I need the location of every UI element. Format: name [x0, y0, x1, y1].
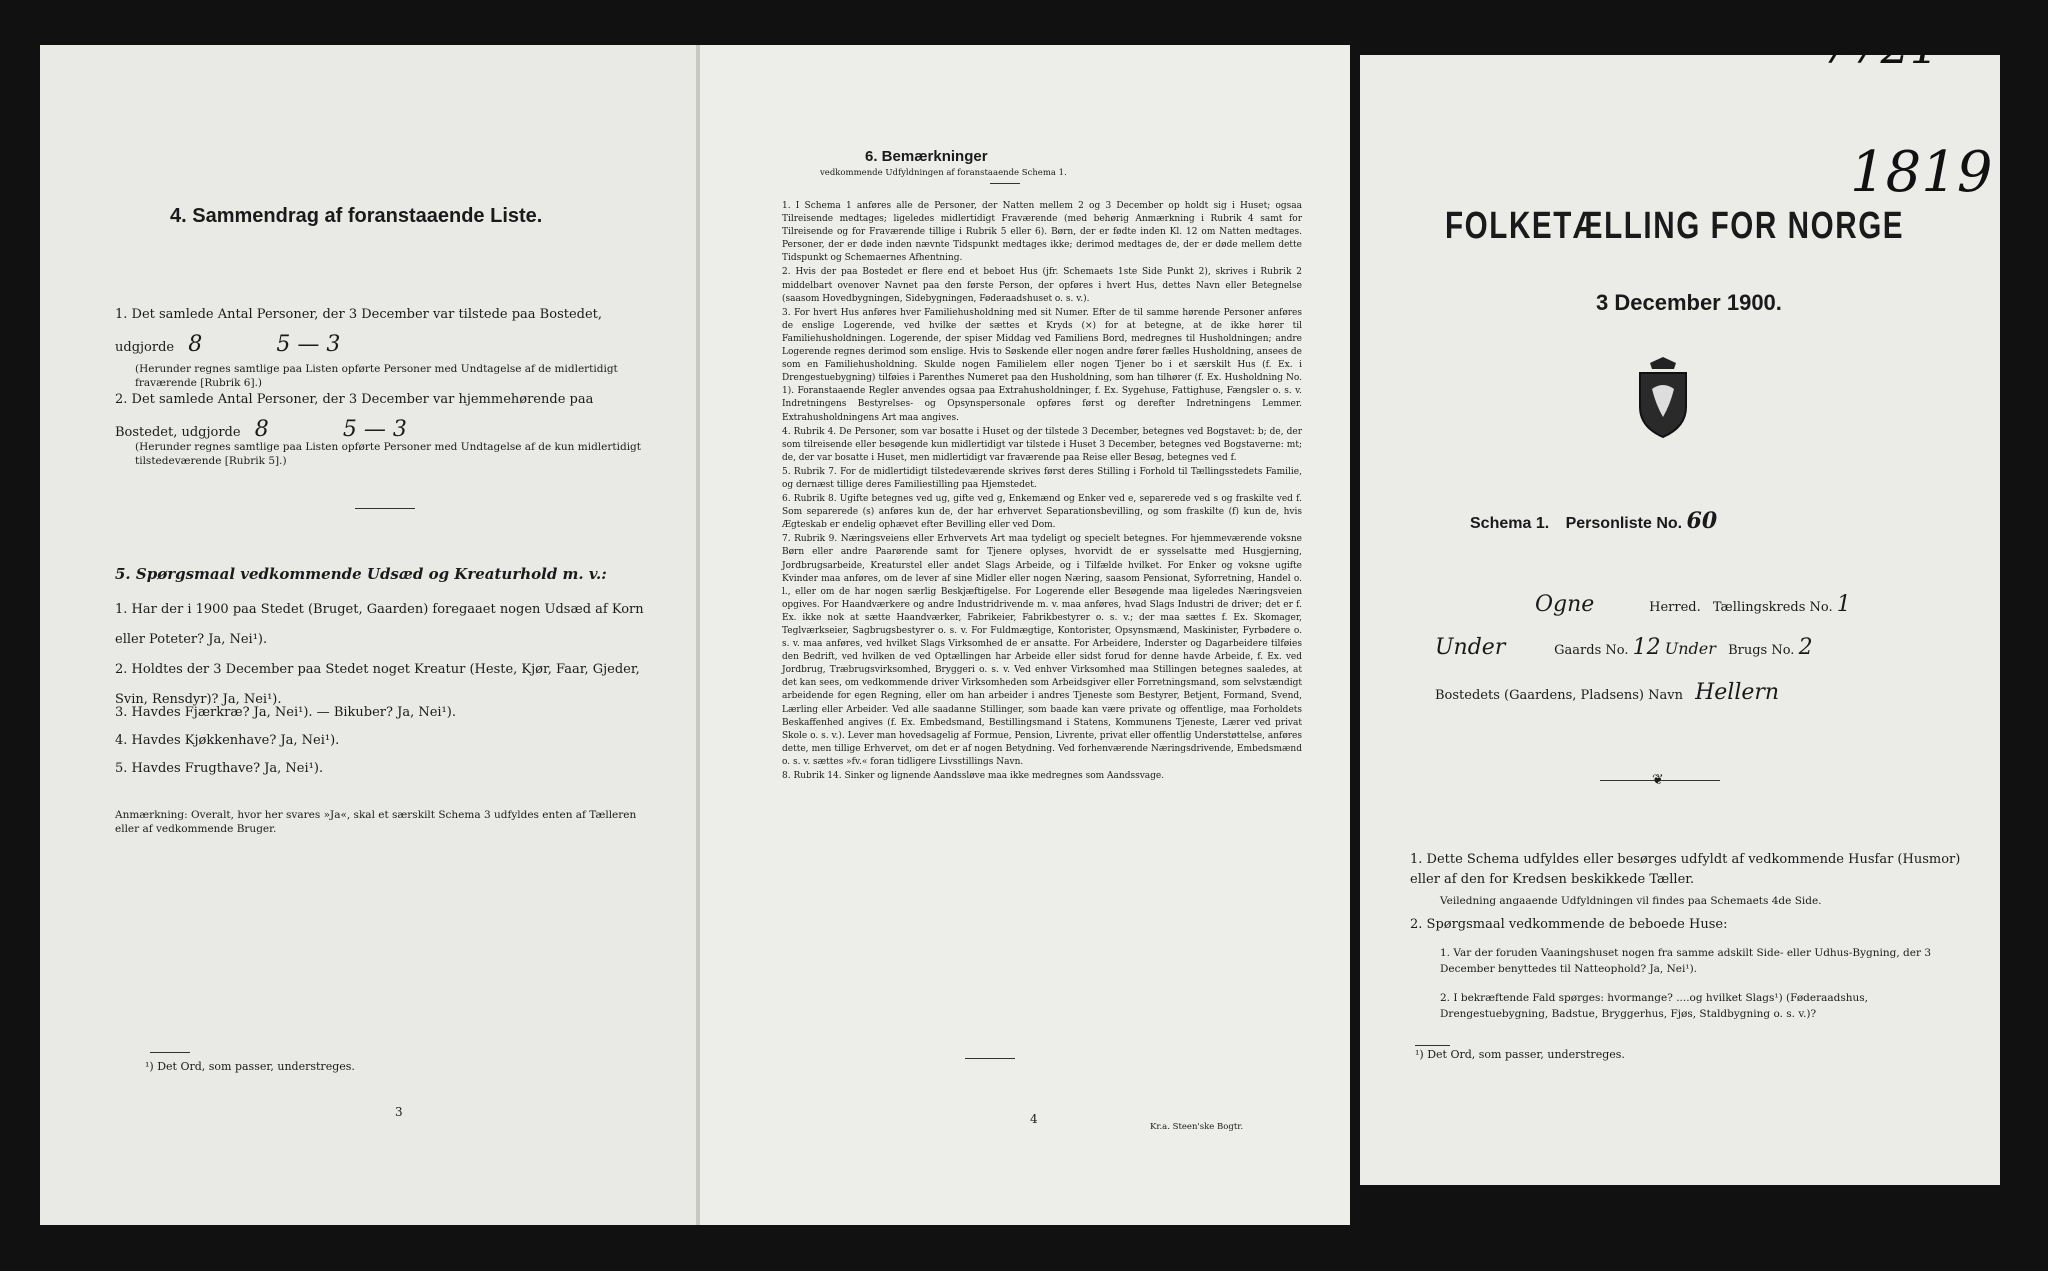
- item2-total: 8: [254, 417, 269, 442]
- item1-breakdown: 5 — 3: [276, 332, 341, 357]
- schema-line: Schema 1. Personliste No. 60: [1470, 508, 1718, 534]
- item1-note: (Herunder regnes samtlige paa Listen opførte Personer med Undtagelse af de midlertidigt fraværende [Rubrik 6].): [135, 363, 618, 389]
- personliste-number: 60: [1686, 508, 1718, 534]
- instruction-2-q2: 2. I bekræftende Fald spørges: hvormange? ....og hvilket Slags¹) (Føderaadshus, Drengestuebygning, Badstue, Bryggerhus, Fjøs, Staldbygning o. s. v.)?: [1440, 992, 1869, 1020]
- printer-note: Kr.a. Steen'ske Bogtr.: [1150, 1122, 1244, 1132]
- census-date: 3 December 1900.: [1596, 290, 1782, 315]
- instruction-1-note: Veiledning angaaende Udfyldningen vil findes paa Schemaets 4de Side.: [1440, 895, 1822, 907]
- remark-item: 5. Rubrik 7. For de midlertidigt tilstedeværende skrives først deres Stilling i Forhold til Tællingsstedets Familie, og dernæst tillige deres Familiestilling paa Hjemstedet.: [782, 466, 1302, 490]
- remark-item: 3. For hvert Hus anføres hver Familiehusholdning med sit Numer. Efter de til samme hørende Personer anføres de enslige Logerende, ved hvilke der sættes et Kryds (×) for at betegne, at de ikke hører til Familiehusholdningen. Logerende, der spiser Middag ved Familiens Bord, medregnes til Husholdningen; andre Logerende regnes derimod som enslige. Hvis to Søskende eller nogen andre fører fælles Husholdning, ansees de som en Familiehusholdning. Skulde nogen Familielem eller nogen Tjener bo i et særskilt Hus (f. Ex. i Drengestuebygning) tilføies i Parenthes Numeret paa den Husholdning, som han tilhører (f. Ex. Husholdning No. 1). Foranstaaende Regler anvendes ogsaa paa Extrahusholdninger, f. Ex. Sygehuse, Fattighuse, Fængsler o. s. v. Indretningens Bestyrelses- og Opsynspersonale opføres først og derefter Indretningens Lemmer. Extrahusholdningens Art maa angives.: [782, 307, 1302, 423]
- instruction-2-q1: 1. Var der foruden Vaaningshuset nogen fra samme adskilt Side- eller Udhus-Bygning, der 3 December benyttedes til Natteophold? Ja, Nei¹).: [1440, 947, 1931, 975]
- item2-breakdown: 5 — 3: [342, 417, 407, 442]
- herred-value: Ogne: [1535, 592, 1595, 617]
- page-number-4: 4: [1030, 1112, 1038, 1126]
- herred-line: Ogne Herred. Tællingskreds No. 1: [1435, 592, 1851, 617]
- question-1: 1. Har der i 1900 paa Stedet (Bruget, Gaarden) foregaaet nogen Udsæd af Korn eller Poteter? Ja, Nei¹).: [115, 602, 644, 647]
- bosted-value: Hellern: [1695, 680, 1780, 705]
- document-title: FOLKETÆLLING FOR NORGE: [1445, 205, 1905, 247]
- footnote-rule: [1415, 1045, 1450, 1046]
- ornament-icon: ❦: [1652, 772, 1664, 788]
- instruction-1: 1. Dette Schema udfyldes eller besørges udfyldt af vedkommende Husfar (Husmor) eller af den for Kredsen beskikkede Tæller.: [1410, 852, 1961, 887]
- section-4-title: 4. Sammendrag af foranstaaende Liste.: [170, 205, 543, 227]
- divider: [965, 1058, 1015, 1059]
- section-5-title: 5. Spørgsmaal vedkommende Udsæd og Kreaturhold m. v.:: [115, 565, 607, 583]
- question-3: 3. Havdes Fjærkræ? Ja, Nei¹). — Bikuber? Ja, Nei¹).: [115, 705, 456, 720]
- remark-item: 2. Hvis der paa Bostedet er flere end et beboet Hus (jfr. Schemaets 1ste Side Punkt 2), skrives i Rubrik 2 middelbart ovenover Navnet paa den første Person, der opføres i hvert Hus, dettes Navn eller Betegnelse (saasom Hovedbygningen, Sidebygningen, Føderaadshuset o. s. v.).: [782, 267, 1302, 304]
- section-6-title: 6. Bemærkninger: [865, 148, 988, 165]
- remark-item: 1. I Schema 1 anføres alle de Personer, der Natten mellem 2 og 3 December op holdt sig i Huset; ogsaa Tilreisende medtages; ligeledes midlertidigt Fraværende (med behørig Anmærkning i Rubrik 4 samt for Tilreisende og for Fraværende tillige i Rubrik 5 eller 6). Børn, der er fødte inden Kl. 12 om Natten medtages. Personer, der er døde inden nævnte Tidspunkt medtages ikke; derimod medtages de, der er døde mellem dette Tidspunkt og Schemaernes Afhentning.: [782, 201, 1302, 264]
- gaards-value: 12: [1632, 635, 1661, 660]
- question-5: 5. Havdes Frugthave? Ja, Nei¹).: [115, 761, 324, 776]
- remark-item: 6. Rubrik 8. Ugifte betegnes ved ug, gifte ved g, Enkemænd og Enker ved e, separerede ved s og fraskilte ved f. Som separerede (s) anføres kun de, der har erhvervet Separationsbevilling, og som fraskilte (f) kun de, hvis Ægteskab er endelig ophævet efter Bevilling eller ved Dom.: [782, 494, 1302, 531]
- brugs-value: 2: [1798, 635, 1813, 660]
- question-2: 2. Holdtes der 3 December paa Stedet noget Kreatur (Heste, Kjør, Faar, Gjeder, Svin, Rensdyr)? Ja, Nei¹).: [115, 662, 640, 707]
- footnote-page1: ¹) Det Ord, som passer, understreges.: [1415, 1048, 1625, 1061]
- kreds-value: 1: [1836, 592, 1851, 617]
- archive-number-1: 7721: [1822, 20, 1940, 74]
- footnote: ¹) Det Ord, som passer, understreges.: [145, 1060, 355, 1073]
- bosted-line: Bostedets (Gaardens, Pladsens) Navn Hellern: [1435, 680, 1780, 705]
- remark-item: 8. Rubrik 14. Sinker og lignende Aandssløve maa ikke medregnes som Aandssvage.: [782, 771, 1165, 782]
- summary-item-1: 1. Det samlede Antal Personer, der 3 December var tilstede paa Bostedet, udgjorde 8 5 — 3: [115, 307, 603, 357]
- divider: [355, 508, 415, 509]
- summary-item-2: 2. Det samlede Antal Personer, der 3 December var hjemmehørende paa Bostedet, udgjorde 8 5 — 3: [115, 392, 594, 442]
- gaards-prefix: Under: [1435, 635, 1506, 660]
- coat-of-arms-icon: [1630, 355, 1696, 441]
- remark-item: 7. Rubrik 9. Næringsveiens eller Erhvervets Art maa tydeligt og specielt betegnes. For hjemmeværende voksne Børn eller andre Paarørende samt for Tjenere oplyses, hvorvidt de er sysselsatte med Husgjerning, Jordbrugsarbeide, Kreaturstel eller andet Slags Arbeide, og i Tilfælde hvilket. For Enker og voksne ugifte Kvinder maa anføres, om de lever af sine Midler eller nogen Næring, saasom Pensionat, Syforretning, Handel o. l., eller om de har nogen særlig Beskjæftigelse. For Logerende eller Besøgende maa ligeledes Næringsveien opgives. For Haandværkere og andre Industridrivende m. v. maa anføres, hvad Slags Industri de driver; det er f. Ex. ikke nok at sætte Haandværker, Fabrikeier, Fabrikbestyrer o. s. v.; der maa sættes f. Ex. Skomager, Teglværkseier, Sagbrugsbestyrer o. s. v. For Fuldmægtige, Kontorister, Opsynsmænd, Maskinister, Fyrbødere o. s. v. maa anføres, ved hvilket Slags Virksomhed de er ansatte. For Arbeidere, Inderster og Dagarbeidere tilføies den Bedrift, ved hvilken de ved Optællingen har Arbeide eller sidst forud for denne havde Arbeide, f. Ex. ved Jordbrug, Træbrugsvirksomhed, Bryggeri o. s. v. Ved enhver Virksomhed maa Stillingen betegnes saaledes, at det kan sees, om vedkommende driver Virksomheden som Arbeidsgiver eller Forretningsmand, som selvstændigt arbeidende for egen Regning, eller om han arbeider i andres Tjeneste som Bestyrer, Betjent, Formand, Svend, Lærling eller Arbeider. Ved alle saadanne Stillinger, som baade kan være private og offentlige, maa Forholdets Beskaffenhed angives (f. Ex. Embedsmand, Bestillingsmand i Statens, Kommunens Tjeneste, Lærer ved privat Skole o. s. v.). Lever man hovedsagelig af Formue, Pension, Livrente, privat eller offentlig Understøttelse, anføres dette, men tillige Erhvervet, om det er af nogen Betydning. Ved forhenværende Næringsdrivende, Embedsmænd o. s. v. sættes »fv.« foran tidligere Livsstillings Navn.: [782, 534, 1302, 767]
- gaards-suffix: Under: [1664, 639, 1716, 658]
- section-6-subtitle: vedkommende Udfyldningen af foranstaaende Schema 1.: [820, 168, 1067, 178]
- page-number-3: 3: [395, 1105, 403, 1119]
- divider: [990, 183, 1020, 184]
- item2-note: (Herunder regnes samtlige paa Listen opførte Personer med Undtagelse af de kun midlertidigt tilstedeværende [Rubrik 5].): [135, 441, 641, 467]
- instruction-2: 2. Spørgsmaal vedkommende de beboede Huse:: [1410, 917, 1728, 932]
- question-4: 4. Havdes Kjøkkenhave? Ja, Nei¹).: [115, 733, 340, 748]
- footnote-rule: [150, 1052, 190, 1053]
- item1-total: 8: [188, 332, 203, 357]
- remark: Anmærkning: Overalt, hvor her svares »Ja«, skal et særskilt Schema 3 udfyldes enten af Tælleren eller af vedkommende Bruger.: [115, 809, 637, 835]
- remarks-list: [782, 200, 1302, 784]
- gaards-line: Under Gaards No. 12 Under Brugs No. 2: [1435, 635, 1813, 660]
- remark-item: 4. Rubrik 4. De Personer, som var bosatte i Huset og der tilstede 3 December, betegnes ved Bogstavet: b; de, der som tilreisende eller besøgende kun midlertidigt var tilstede i Huset 3 December, betegnes ved Bogstaverne: mt; de, der var bosatte i Huset, men midlertidigt var fraværende paa Reise eller Besøg, betegnes ved f.: [782, 426, 1302, 463]
- archive-number-2: 1819: [1850, 140, 1993, 205]
